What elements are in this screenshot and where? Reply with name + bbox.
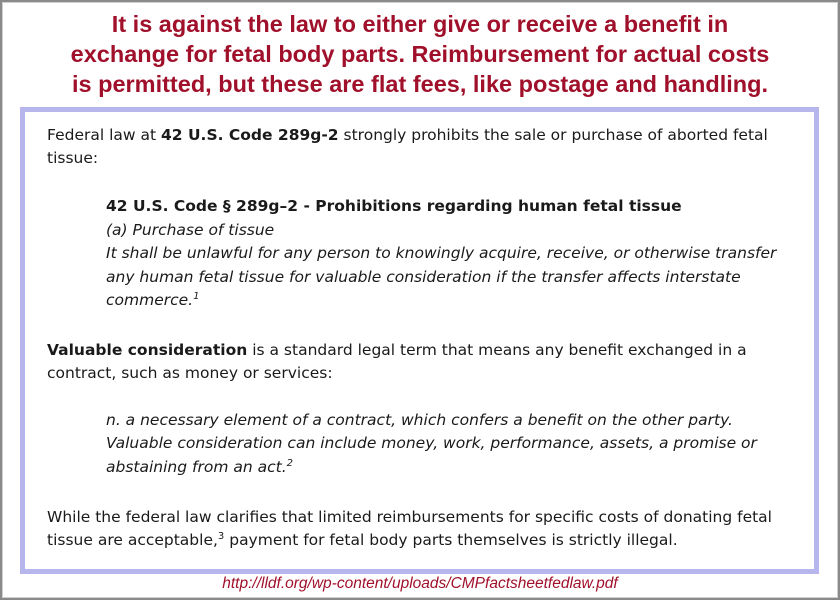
- statute-quote: [106, 195, 807, 313]
- document-excerpt: [20, 107, 819, 574]
- document-body: [47, 124, 807, 552]
- closing-line-1: While the federal law clarifies that limited reimbursements for specific costs of donating fetal: [47, 508, 772, 526]
- statute-line-2: any human fetal tissue for valuable consideration if the transfer affects interstate: [106, 267, 741, 286]
- glossary-text: [106, 409, 807, 480]
- glossary-line-1: n. a necessary element of a contract, which confers a benefit on the other party.: [106, 410, 733, 429]
- statute-title: 42 U.S. Code § 289g–2 - Prohibitions regarding human fetal tissue: [106, 197, 682, 215]
- intro-text-before: Federal law at: [47, 126, 161, 144]
- intro-text-after: strongly prohibits the sale or purchase of aborted fetal: [338, 126, 768, 144]
- closing-line-2-before: tissue are acceptable,: [47, 531, 218, 549]
- statute-text: [106, 242, 807, 313]
- footnote-marker-3: 3: [217, 531, 225, 542]
- headline: [10, 9, 830, 99]
- code-citation: 42 U.S. Code 289g-2: [161, 126, 339, 144]
- headline-line-2: exchange for fetal body parts. Reimbursement for actual costs: [70, 41, 770, 67]
- closing-paragraph: [47, 506, 807, 552]
- definition-line-1: is a standard legal term that means any benefit exchanged in a: [247, 340, 747, 359]
- glossary-line-3: abstaining from an act.: [106, 457, 287, 476]
- definition-line-2: contract, such as money or services:: [47, 363, 333, 382]
- glossary-quote: [106, 409, 807, 480]
- source-url: http://lldf.org/wp-content/uploads/CMPfactsheetfedlaw.pdf: [222, 575, 618, 592]
- footnote-marker-2: 2: [286, 457, 294, 469]
- headline-line-1: It is against the law to either give or receive a benefit in: [111, 11, 729, 37]
- headline-line-3: is permitted, but these are flat fees, like postage and handling.: [71, 71, 768, 97]
- intro-paragraph: [47, 124, 807, 170]
- glossary-line-2: Valuable consideration can include money, work, performance, assets, a promise or: [106, 434, 757, 452]
- definition-term: Valuable consideration: [47, 340, 248, 359]
- statute-line-1: It shall be unlawful for any person to knowingly acquire, receive, or otherwise transfer: [106, 244, 777, 262]
- closing-line-2-after: payment for fetal body parts themselves is strictly illegal.: [224, 531, 678, 549]
- statute-subsection: (a) Purchase of tissue: [106, 220, 275, 239]
- footnote-marker-1: 1: [193, 291, 200, 302]
- statute-line-3: commerce.: [106, 291, 194, 309]
- definition-paragraph: [47, 339, 807, 385]
- intro-text-line2: tissue:: [47, 149, 99, 167]
